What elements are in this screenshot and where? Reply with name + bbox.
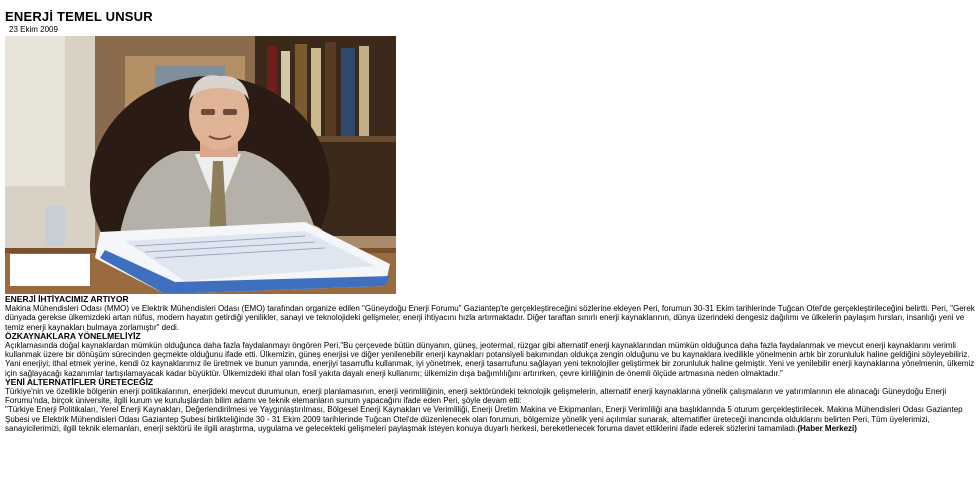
- section-heading: ENERJİ İHTİYACIMIZ ARTIYOR: [5, 294, 129, 304]
- article-title: ENERJİ TEMEL UNSUR: [5, 9, 153, 24]
- paragraph: Türkiye'nin ve özellikle bölgenin enerji politikalarının, enerjideki mevcut durumunun, enerji planlamasının, enerji verimliliğinin, enerji sektöründeki teknolojik gelişmelerin, alternatif enerji kaynaklarına yönelik çalışmaların ve yatırımlarının ele alınacağı Güneydoğu Enerji Forumu'nda, birçok üniversite, ilgili kurum ve kuruluşlardan bilim adamı ve teknik elemanların sunum yapacağını ifade eden Peri, şöyle devam etti:: [5, 387, 947, 406]
- section-heading: ÖZKAYNAKLARA YÖNELMELİYİZ: [5, 330, 141, 341]
- quote-text: "Türkiye Enerji Politikaları, Yerel Enerji Kaynakları, Değerlendirilmesi ve Yaygınlaştırılması, Bölgesel Enerji Kaynakları ve Verimliliği, Enerji Üretim Makina ve Ekipmanları, Enerji Verimliliği ana başlıklarında 5 oturum gerçekleştirilecek. Makina Mühendisleri Odası Gaziantep Şubesi ve Elektrik Mühendisleri Odası Gaziantep Şubesi birlikteliğinde 30 - 31 Ekim 2009 tarihlerinde Tuğcan Otel'de düzenlenecek olan forumun, bölgemize yönelik yeni açılımlar sunarak, alternatifler üreteceği inancında olduklarını belirten Peri, Tüm üyelerimizi, sanayicilerimizi, ilgili teknik elemanları, enerji sektörü ile ilgili araştırma, uygulama ve gelecekteki gelişmeleri paylaşmak isteyen konuya duyarlı herkesi, bereketlenecek foruma davet ettiklerini ifade ederek sözlerini tamamladı.: [5, 405, 963, 433]
- article-body: [5, 295, 975, 433]
- source-credit: (Haber Merkezi): [797, 423, 857, 433]
- article-photo: [5, 36, 396, 294]
- person-at-desk-photo-icon: [5, 36, 396, 294]
- section-heading: YENİ ALTERNATİFLER ÜRETECEĞİZ: [5, 376, 154, 387]
- paragraph: Makina Mühendisleri Odası (MMO) ve Elektrik Mühendisleri Odası (EMO) tarafından organize edilen "Güneydoğu Enerji Forumu" Gaziantep'te gerçekleştireceğini sözlerine ekleyen Peri, forumun 30-31 Ekim tarihlerinde Tuğcan Otel'de gerçekleştirileceğini belirtti. Peri, "Gerek dünyada gerekse ülkemizdeki artan nüfus, modern hayatın getirdiği yenilikler, sanayi ve teknolojideki gelişmeler, enerji ihtiyacını hızla artırmaktadır. Diğer taraftan sınırlı enerji kaynaklarının, dünya üzerindeki dengesiz dağılımı ve ülkelerin paylaşım hırsları, insanlığı yeni ve temiz enerji kaynakları bulmaya zorlamıştır" dedi.: [5, 304, 975, 332]
- paragraph: Açıklamasında doğal kaynaklardan mümkün olduğunca daha fazla faydalanmayı öngören Peri,"Bu çerçevede bütün dünyanın, güneş, jeotermal, rüzgar gibi alternatif enerji kaynaklarından mümkün olduğunca daha fazla faydalanmak ve mevcut enerji kaynaklarını verimli kullanmak üzere bir dönüşüm sürecinden geçmekte olduğunu ifade etti. Ülkemizin, güneş enerjisi ve diğer yenilenebilir enerji kaynakları potansiyeli bakımından oldukça zengin olduğunu ve bu kaynaklara ivedilikle yönelmenin artık bir zorunluluk haline geldiğini söyleyebiliriz. Yani enerjiyi; ithal etmek yerine, kendi öz kaynaklarımız ile üretmek ve bunun yanında, enerjiyi tasarruflu kullanmak, iyi yönetmek, enerji tasarrufunu sağlayan yeni teknolojiler geliştirmek bir zorunluluk haline gelmiştir. Yeni ve yenilebilir enerji kaynaklarına yönelmenin, ülkemiz için sağlayacağı kazanımlar tartışılamayacak kadar büyüktür. Ülkemizdeki ithal olan fosil yakıta dayalı enerji kullanımı; ülkemizin dışa bağımlılığını artırırken, çevre kirliliğinin de önemli ölçüde artmasına neden olmaktadır.": [5, 341, 975, 378]
- article-date: 23 Ekim 2009: [9, 25, 58, 34]
- paragraph: [5, 405, 975, 433]
